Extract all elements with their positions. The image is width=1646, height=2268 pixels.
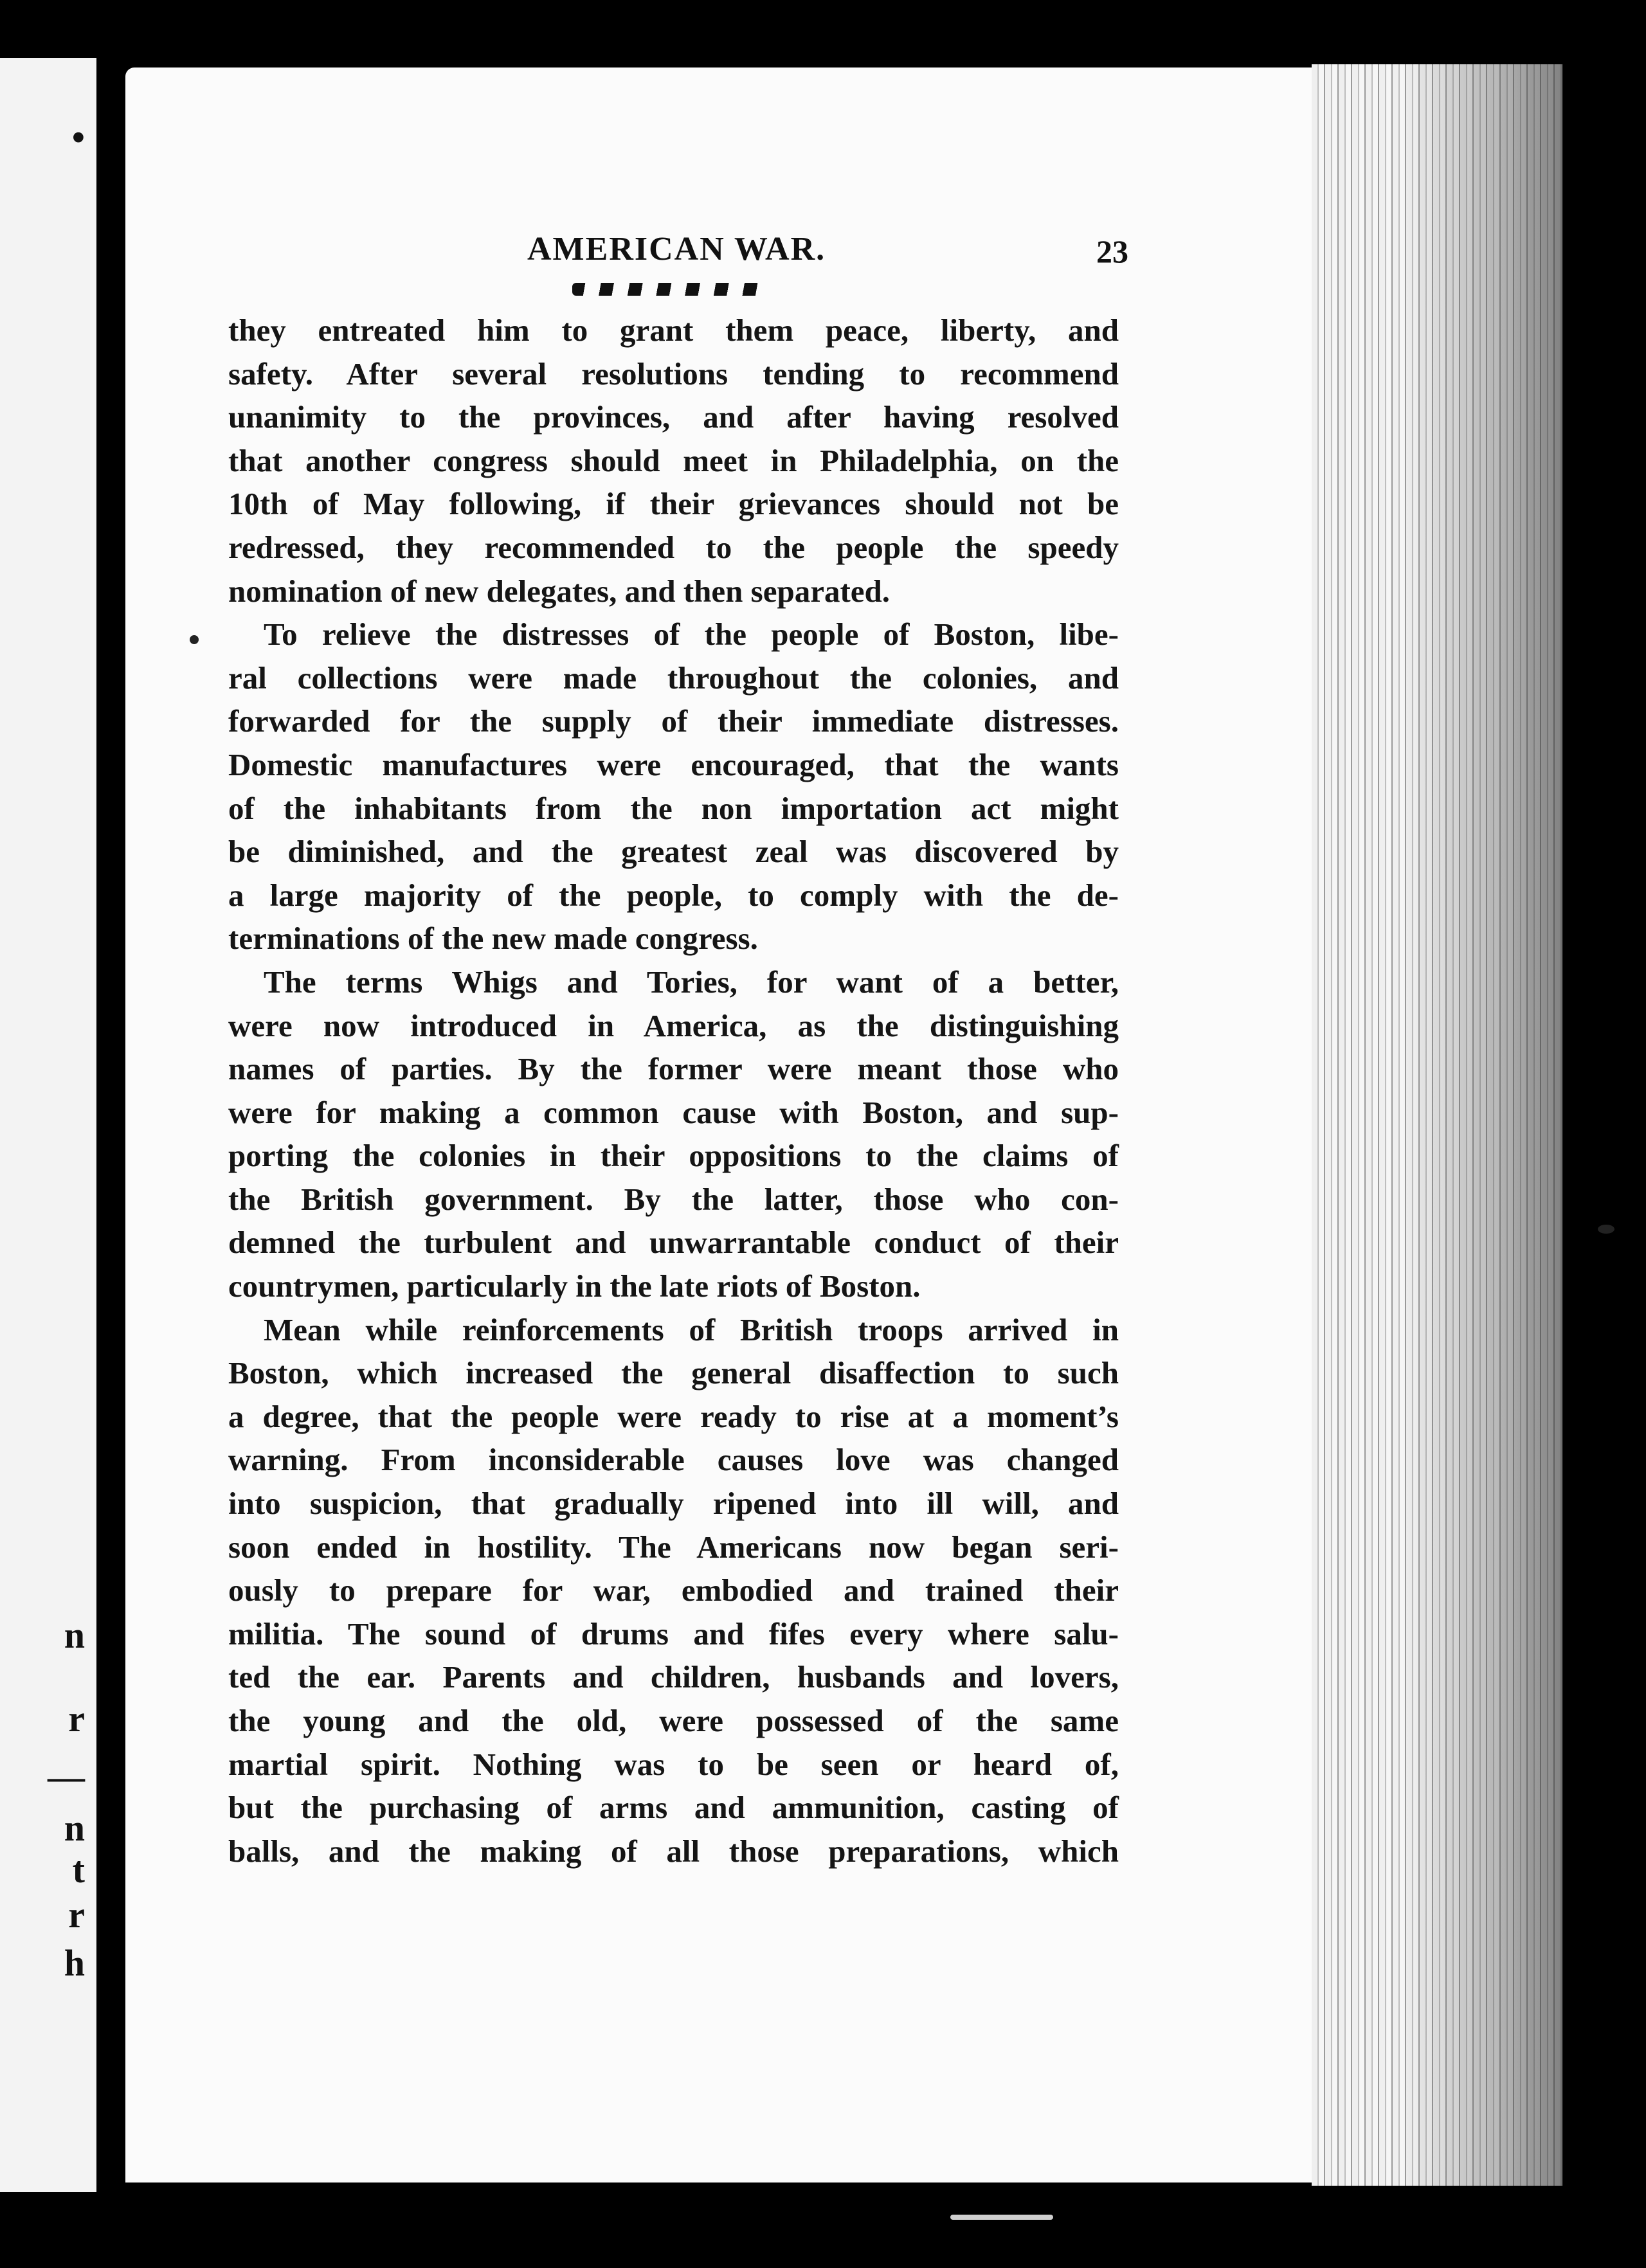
text-line: militia. The sound of drums and fifes every where salu-	[228, 1616, 1119, 1652]
text-line: terminations of the new made congress.	[228, 921, 758, 957]
margin-fragment: r	[68, 1698, 85, 1740]
page-edges-shadow	[1402, 64, 1562, 2186]
page-number: 23	[1096, 233, 1128, 269]
text-line: the British government. By the latter, those who con-	[228, 1181, 1119, 1217]
margin-fragment: t	[72, 1849, 85, 1891]
text-line: a large majority of the people, to comply with the de-	[228, 877, 1119, 913]
text-line: were for making a common cause with Boston, and sup-	[228, 1094, 1119, 1130]
text-line: porting the colonies in their oppositions to the claims of	[228, 1138, 1119, 1174]
text-line: that another congress should meet in Philadelphia, on the	[228, 442, 1119, 478]
scan-speck	[1598, 1225, 1614, 1234]
text-line: be diminished, and the greatest zeal was discovered by	[228, 834, 1119, 870]
text-line: a degree, that the people were ready to rise at a moment’s	[228, 1398, 1119, 1434]
text-line: unanimity to the provinces, and after having resolved	[228, 399, 1119, 435]
text-line: ted the ear. Parents and children, husbands and lovers,	[228, 1659, 1119, 1695]
margin-fragment: h	[64, 1942, 85, 1984]
text-line: but the purchasing of arms and ammunition, casting of	[228, 1790, 1119, 1826]
text-line: the young and the old, were possessed of the same	[228, 1703, 1119, 1738]
margin-fragment: n	[64, 1614, 85, 1656]
text-line: Mean while reinforcements of British troops arrived in	[264, 1311, 1119, 1347]
text-line: were now introduced in America, as the distinguishing	[228, 1007, 1119, 1043]
text-line: Boston, which increased the general disaffection to such	[228, 1355, 1119, 1391]
text-line: ously to prepare for war, embodied and trained their	[228, 1572, 1119, 1608]
text-line: ral collections were made throughout the colonies, and	[228, 660, 1119, 696]
text-line: redressed, they recommended to the people the speedy	[228, 529, 1119, 565]
margin-fragment: •	[71, 116, 85, 158]
header-ornament-rule	[572, 283, 768, 296]
body-text	[228, 309, 1119, 1873]
text-line: safety. After several resolutions tending to recommend	[228, 356, 1119, 392]
text-line: The terms Whigs and Tories, for want of a better,	[264, 964, 1119, 1000]
text-line: countrymen, particularly in the late riots of Boston.	[228, 1268, 921, 1304]
book-gutter	[96, 39, 125, 2224]
margin-fragment: n	[64, 1807, 85, 1849]
text-line: martial spirit. Nothing was to be seen or heard of,	[228, 1746, 1119, 1782]
text-line: To relieve the distresses of the people of Boston, libe-	[264, 616, 1119, 652]
text-line: warning. From inconsiderable causes love was changed	[228, 1442, 1119, 1478]
text-line: nomination of new delegates, and then separated.	[228, 573, 891, 609]
margin-fragment: r	[68, 1894, 85, 1936]
scan-speck	[950, 2215, 1053, 2220]
text-line: into suspicion, that gradually ripened into ill will, and	[228, 1486, 1119, 1522]
text-line: soon ended in hostility. The Americans now began seri-	[228, 1529, 1119, 1565]
margin-fragment: —	[48, 1756, 85, 1797]
text-line: forwarded for the supply of their immediate distresses.	[228, 703, 1119, 739]
scan-speck	[190, 635, 199, 644]
running-head-title: AMERICAN WAR.	[527, 231, 826, 267]
text-line: of the inhabitants from the non importation act might	[228, 790, 1119, 826]
text-line: balls, and the making of all those preparations, which	[228, 1833, 1119, 1869]
text-line: they entreated him to grant them peace, liberty, and	[228, 312, 1119, 348]
facing-page-fragment	[0, 58, 96, 2192]
text-line: Domestic manufactures were encouraged, that the wants	[228, 746, 1119, 782]
text-line: demned the turbulent and unwarrantable conduct of their	[228, 1225, 1119, 1261]
text-line: 10th of May following, if their grievances should not be	[228, 486, 1119, 522]
text-line: names of parties. By the former were meant those who	[228, 1051, 1119, 1087]
